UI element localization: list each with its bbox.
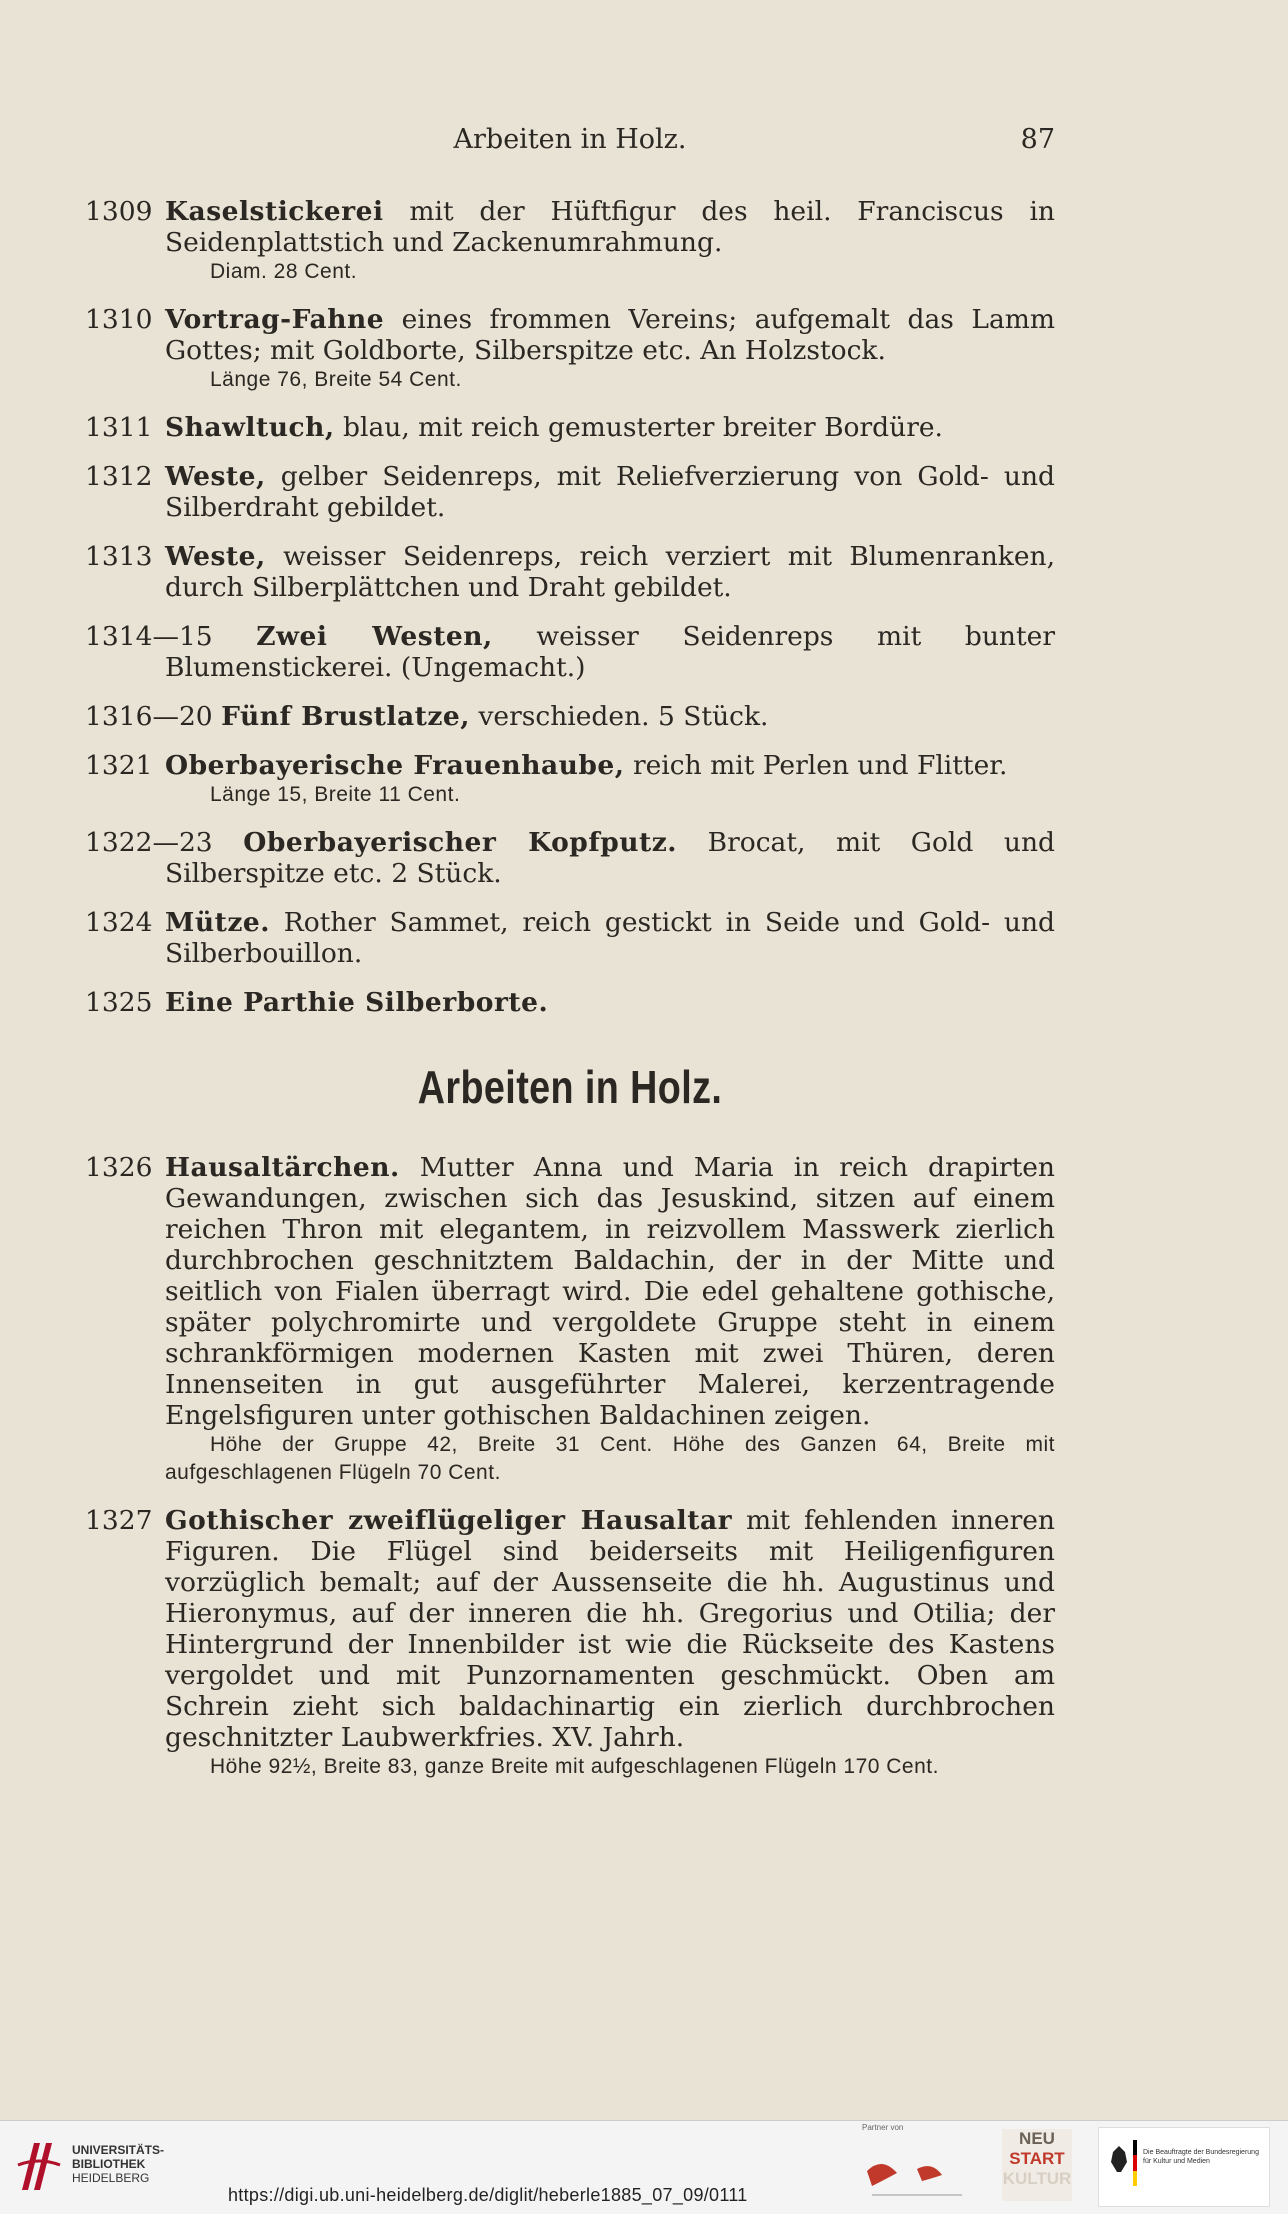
entry-measurements: Höhe 92½, Breite 83, ganze Breite mit aufgeschlagenen Flügeln 170 Cent. [210, 1755, 939, 1778]
university-logo-icon [14, 2135, 64, 2195]
running-title: Arbeiten in Holz. [453, 124, 687, 155]
section-heading: Arbeiten in Holz. [417, 1061, 723, 1113]
entry-title: Mütze. [165, 907, 270, 938]
entry-body [165, 907, 1055, 969]
entry-description: Brocat, mit Gold und Silberspitze etc. 2 Stück. [165, 827, 1056, 889]
entries-textiles [85, 196, 1055, 1018]
catalog-entry [85, 304, 1055, 394]
entry-body [165, 541, 1055, 603]
entry-title: Gothischer zweiflügeliger Hausaltar [165, 1505, 733, 1536]
entry-number: 1311 [85, 412, 153, 443]
entry-description: weisser Seidenreps mit bunter Blumenstickerei. (Ungemacht.) [165, 621, 1055, 683]
entry-body [165, 412, 943, 443]
entry-title: Oberbayerische Frauenhaube, [165, 750, 625, 781]
catalog-entry [85, 827, 1055, 889]
catalog-entry [85, 461, 1055, 523]
entry-title: Eine Parthie Silberborte. [165, 987, 549, 1018]
entry-number: 1309 [85, 196, 153, 227]
entry-number: 1325 [85, 987, 153, 1018]
entry-title: Vortrag-Fahne [165, 304, 385, 335]
entry-number: 1326 [85, 1152, 153, 1183]
entry-title: Kaselstickerei [165, 196, 384, 227]
entry-title: Oberbayerischer Kopfputz. [243, 827, 678, 858]
flag-stripe-icon [1133, 2140, 1137, 2186]
entry-body [165, 196, 1055, 258]
catalog-entry [85, 987, 1055, 1018]
entry-number: 1321 [85, 750, 153, 781]
entry-description: mit der Hüftfigur des heil. Franciscus in Seidenplattstich und Zackenumrahmung. [165, 196, 1055, 258]
entry-number: 1316—20 [85, 701, 222, 732]
entry-title: Fünf Brustlatze, [221, 701, 471, 732]
entry-description: weisser Seidenreps, reich verziert mit Blumenranken, durch Silberplättchen und Draht gebildet. [165, 541, 1055, 603]
catalog-entry [85, 907, 1055, 969]
entry-measurements: Höhe der Gruppe 42, Breite 31 Cent. Höhe des Ganzen 64, Breite mit aufgeschlagenen Flügeln 70 Cent. [165, 1433, 1055, 1484]
entry-measurements: Länge 15, Breite 11 Cent. [210, 783, 461, 806]
eagle-icon [1109, 2144, 1129, 2174]
entry-title: Zwei Westen, [256, 621, 493, 652]
entry-body [165, 461, 1055, 523]
catalog-entry [85, 1152, 1055, 1487]
entry-number: 1327 [85, 1505, 153, 1536]
entry-body [165, 827, 1055, 889]
entry-number: 1313 [85, 541, 153, 572]
catalog-entry [85, 1505, 1055, 1781]
catalog-entry [85, 701, 1055, 732]
entry-description: reich mit Perlen und Flitter. [624, 750, 1008, 781]
university-logo-text: UNIVERSITÄTS- BIBLIOTHEK HEIDELBERG [72, 2143, 165, 2185]
permalink-url[interactable]: https://digi.ub.uni-heidelberg.de/diglit/heberle1885_07_09/0111 [228, 2185, 748, 2205]
entry-number: 1324 [85, 907, 153, 938]
entry-number: 1322—23 [85, 827, 244, 858]
entries-wood [85, 1152, 1055, 1781]
entry-measurements: Länge 76, Breite 54 Cent. [210, 368, 462, 391]
entry-number: 1312 [85, 461, 153, 492]
entry-title: Hausaltärchen. [165, 1152, 400, 1183]
entry-description: gelber Seidenreps, mit Reliefverzierung von Gold- und Silberdraht gebildet. [165, 461, 1055, 523]
entry-description: Rother Sammet, reich gestickt in Seide und Gold- und Silberbouillon. [165, 907, 1055, 969]
viewer-footer [0, 2120, 1288, 2214]
entry-title: Weste, [165, 461, 266, 492]
entry-description: Mutter Anna und Maria in reich drapirten Gewandungen, zwischen sich das Jesuskind, sitzen auf einem reichen Thron mit elegantem, in reizvollem Masswerk zierlich durchbrochen geschnitztem Baldachin, der in der Mitte und seitlich von Fialen überragt wird. Die edel gehaltene gothische, später polychromirte und vergoldete Gruppe steht in einem schrankförmigen modernen Kasten mit zwei Thüren, deren Innenseiten in gut ausgeführter Malerei, kerzentragende Engelsfiguren unter gothischen Baldachinen zeigen. [165, 1152, 1055, 1431]
neustart-kultur-logo: NEU START KULTUR [1002, 2129, 1072, 2201]
catalog-entry [85, 541, 1055, 603]
entry-description: blau, mit reich gemusterter breiter Bordüre. [334, 412, 943, 443]
entry-body [165, 987, 548, 1018]
catalog-content [85, 196, 1055, 1799]
entry-title: Shawltuch, [165, 412, 335, 443]
catalog-entry [85, 412, 1055, 443]
catalog-entry [85, 750, 1055, 809]
entry-body [221, 701, 768, 732]
entry-title: Weste, [165, 541, 266, 572]
entry-description: eines frommen Vereins; aufgemalt das Lamm Gottes; mit Goldborte, Silberspitze etc. An Holzstock. [165, 304, 1055, 366]
page-header [85, 124, 1055, 164]
partner-label: Partner von [862, 2123, 904, 2132]
entry-body [165, 1152, 1055, 1431]
partner-logo-icon [862, 2151, 972, 2201]
federal-government-logo: Die Beauftragte der Bundesregierung für Kultur und Medien [1098, 2127, 1270, 2207]
catalog-entry [85, 621, 1055, 683]
entry-body [165, 621, 1055, 683]
entry-number: 1314—15 [85, 621, 257, 652]
catalog-entry [85, 196, 1055, 286]
entry-description: mit fehlenden inneren Figuren. Die Flügel sind beiderseits mit Heiligenfiguren vorzüglich bemalt; auf der Aussenseite die hh. Augustinus und Hieronymus, auf der inneren die hh. Gregorius und Otilia; der Hintergrund der Innenbilder ist wie die Rückseite des Kastens vergoldet und mit Punzornamenten geschmückt. Oben am Schrein zieht sich baldachinartig ein zierlich durchbrochen geschnitzter Laubwerkfries. XV. Jahrh. [165, 1505, 1055, 1753]
entry-body [165, 304, 1055, 366]
entry-body [165, 1505, 1055, 1753]
entry-measurements: Diam. 28 Cent. [210, 260, 358, 283]
page-number: 87 [1020, 124, 1055, 155]
entry-body [165, 750, 1007, 781]
entry-number: 1310 [85, 304, 153, 335]
entry-description: verschieden. 5 Stück. [470, 701, 769, 732]
